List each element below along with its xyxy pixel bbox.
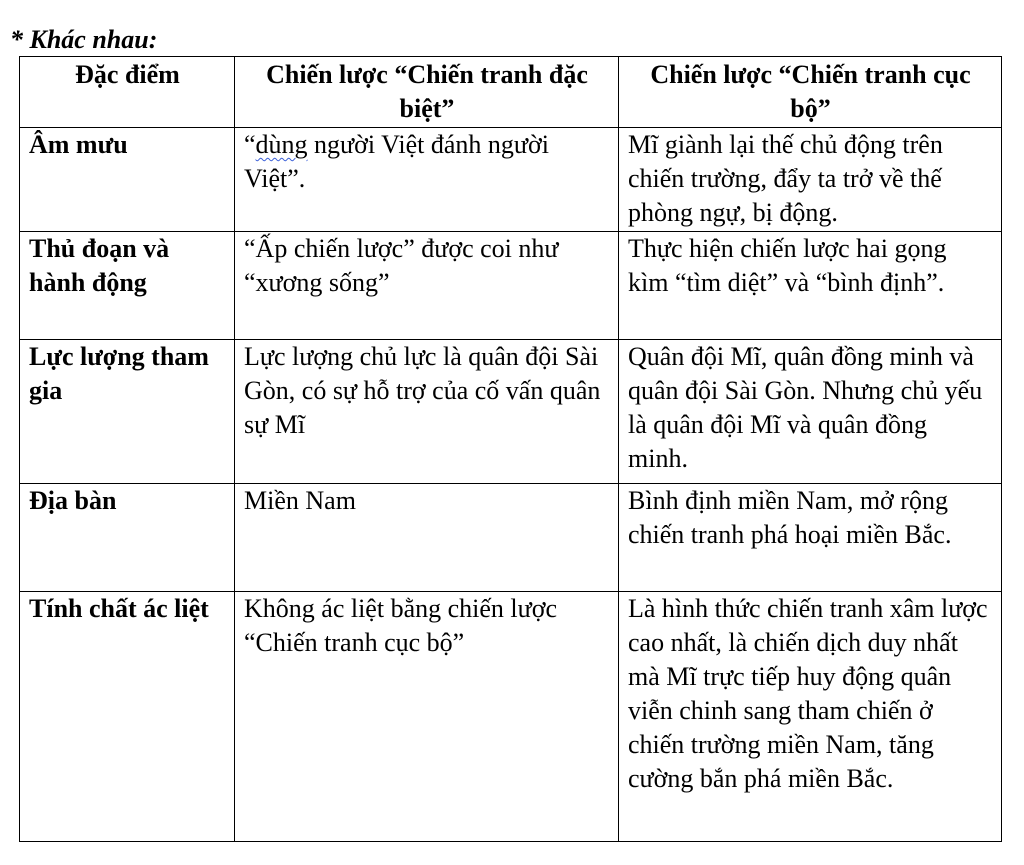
row-feature-label: Tính chất ác liệt bbox=[20, 592, 235, 842]
local-war-cell: Là hình thức chiến tranh xâm lược cao nhất, là chiến dịch duy nhất mà Mĩ trực tiếp huy động quân viễn chinh sang tham chiến ở chiến trường miền Nam, tăng cường bắn phá miền Bắc. bbox=[619, 592, 1002, 842]
local-war-cell: Quân đội Mĩ, quân đồng minh và quân đội Sài Gòn. Nhưng chủ yếu là quân đội Mĩ và quân đồng minh. bbox=[619, 340, 1002, 484]
section-heading: * Khác nhau: bbox=[10, 25, 158, 54]
special-war-cell: Lực lượng chủ lực là quân đội Sài Gòn, có sự hỗ trợ của cố vấn quân sự Mĩ bbox=[235, 340, 619, 484]
row-feature-label: Địa bàn bbox=[20, 484, 235, 592]
local-war-cell: Thực hiện chiến lược hai gọng kìm “tìm diệt” và “bình định”. bbox=[619, 232, 1002, 340]
comparison-table bbox=[19, 56, 1002, 842]
table-row bbox=[20, 232, 1002, 340]
row-feature-label: Thủ đoạn và hành động bbox=[20, 232, 235, 340]
table-row bbox=[20, 592, 1002, 842]
local-war-cell: Mĩ giành lại thế chủ động trên chiến trường, đẩy ta trở về thế phòng ngự, bị động. bbox=[619, 128, 1002, 232]
special-war-cell bbox=[235, 128, 619, 232]
spellcheck-flagged-word: dùng bbox=[255, 130, 308, 159]
header-special-war: Chiến lược “Chiến tranh đặc biệt” bbox=[235, 57, 619, 128]
header-feature: Đặc điểm bbox=[20, 57, 235, 128]
header-local-war: Chiến lược “Chiến tranh cục bộ” bbox=[619, 57, 1002, 128]
table-row bbox=[20, 484, 1002, 592]
local-war-cell: Bình định miền Nam, mở rộng chiến tranh phá hoại miền Bắc. bbox=[619, 484, 1002, 592]
table-row bbox=[20, 128, 1002, 232]
row-feature-label: Lực lượng tham gia bbox=[20, 340, 235, 484]
table-header-row bbox=[20, 57, 1002, 128]
cell-text-prefix: “ bbox=[244, 130, 256, 159]
special-war-cell: “Ấp chiến lược” được coi như “xương sống” bbox=[235, 232, 619, 340]
cell-text-rest: người Việt đánh người Việt”. bbox=[244, 130, 549, 193]
row-feature-label: Âm mưu bbox=[20, 128, 235, 232]
table-row bbox=[20, 340, 1002, 484]
special-war-cell: Miền Nam bbox=[235, 484, 619, 592]
special-war-cell: Không ác liệt bằng chiến lược “Chiến tranh cục bộ” bbox=[235, 592, 619, 842]
